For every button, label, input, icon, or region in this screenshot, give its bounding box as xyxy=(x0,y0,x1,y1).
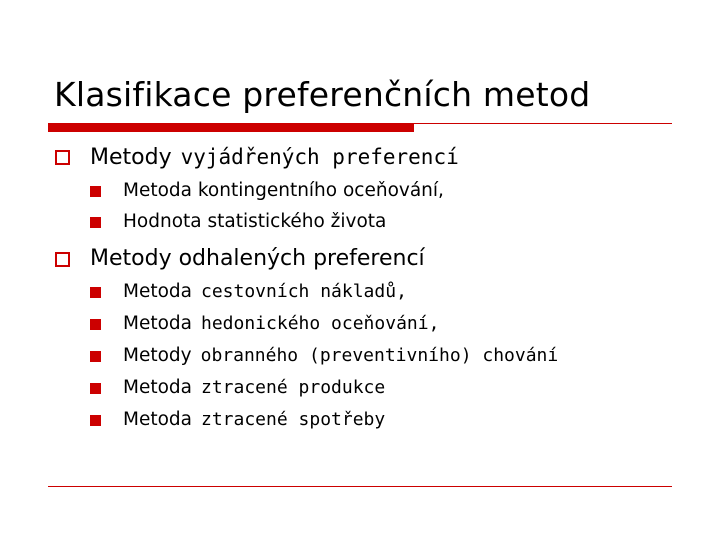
bullet-item-text xyxy=(123,342,558,370)
bullet-item-rest: cestovních nákladů, xyxy=(201,281,407,302)
title-underline-thin xyxy=(414,123,672,124)
title-underline-thick xyxy=(48,123,414,132)
bullet-item-text xyxy=(123,406,385,434)
bullet-item-rest: ztracené produkce xyxy=(201,377,386,398)
filled-square-bullet-icon xyxy=(90,351,101,362)
section-label-part: Metody xyxy=(90,144,172,170)
bullet-item xyxy=(90,278,407,306)
filled-square-bullet-icon xyxy=(90,287,101,298)
bullet-item-text xyxy=(123,310,439,338)
bullet-item xyxy=(90,406,385,434)
bullet-item-text: Hodnota statistického života xyxy=(123,211,387,232)
bullet-item xyxy=(90,374,385,402)
bullet-section-revealed-preferences xyxy=(55,245,425,273)
section-label xyxy=(90,143,459,172)
hollow-square-bullet-icon xyxy=(55,150,70,165)
section-label: Metody odhalených preferencí xyxy=(90,246,425,271)
hollow-square-bullet-icon xyxy=(55,252,70,267)
bullet-item-text: Metoda kontingentního oceňování, xyxy=(123,180,444,201)
bullet-item-text xyxy=(123,278,407,306)
bullet-section-stated-preferences xyxy=(55,143,459,171)
slide-title: Klasifikace preferenčních metod xyxy=(54,75,591,114)
bullet-item xyxy=(90,342,558,370)
filled-square-bullet-icon xyxy=(90,186,101,197)
bullet-item-rest: hedonického oceňování, xyxy=(201,313,440,334)
bullet-item-lead: Metoda xyxy=(123,313,192,334)
section-label-part: vyjádřených preferencí xyxy=(180,144,459,169)
bullet-item xyxy=(90,310,439,338)
bullet-item xyxy=(90,177,444,205)
bullet-item-lead: Metoda xyxy=(123,377,192,398)
filled-square-bullet-icon xyxy=(90,217,101,228)
filled-square-bullet-icon xyxy=(90,415,101,426)
footer-divider xyxy=(48,486,672,487)
filled-square-bullet-icon xyxy=(90,319,101,330)
bullet-item-lead: Metody xyxy=(123,345,192,366)
bullet-item xyxy=(90,208,386,236)
filled-square-bullet-icon xyxy=(90,383,101,394)
bullet-item-lead: Metoda xyxy=(123,409,192,430)
bullet-item-rest: ztracené spotřeby xyxy=(201,409,386,430)
bullet-item-lead: Metoda xyxy=(123,281,192,302)
bullet-item-text xyxy=(123,374,385,402)
bullet-item-rest: obranného (preventivního) chování xyxy=(200,345,559,366)
